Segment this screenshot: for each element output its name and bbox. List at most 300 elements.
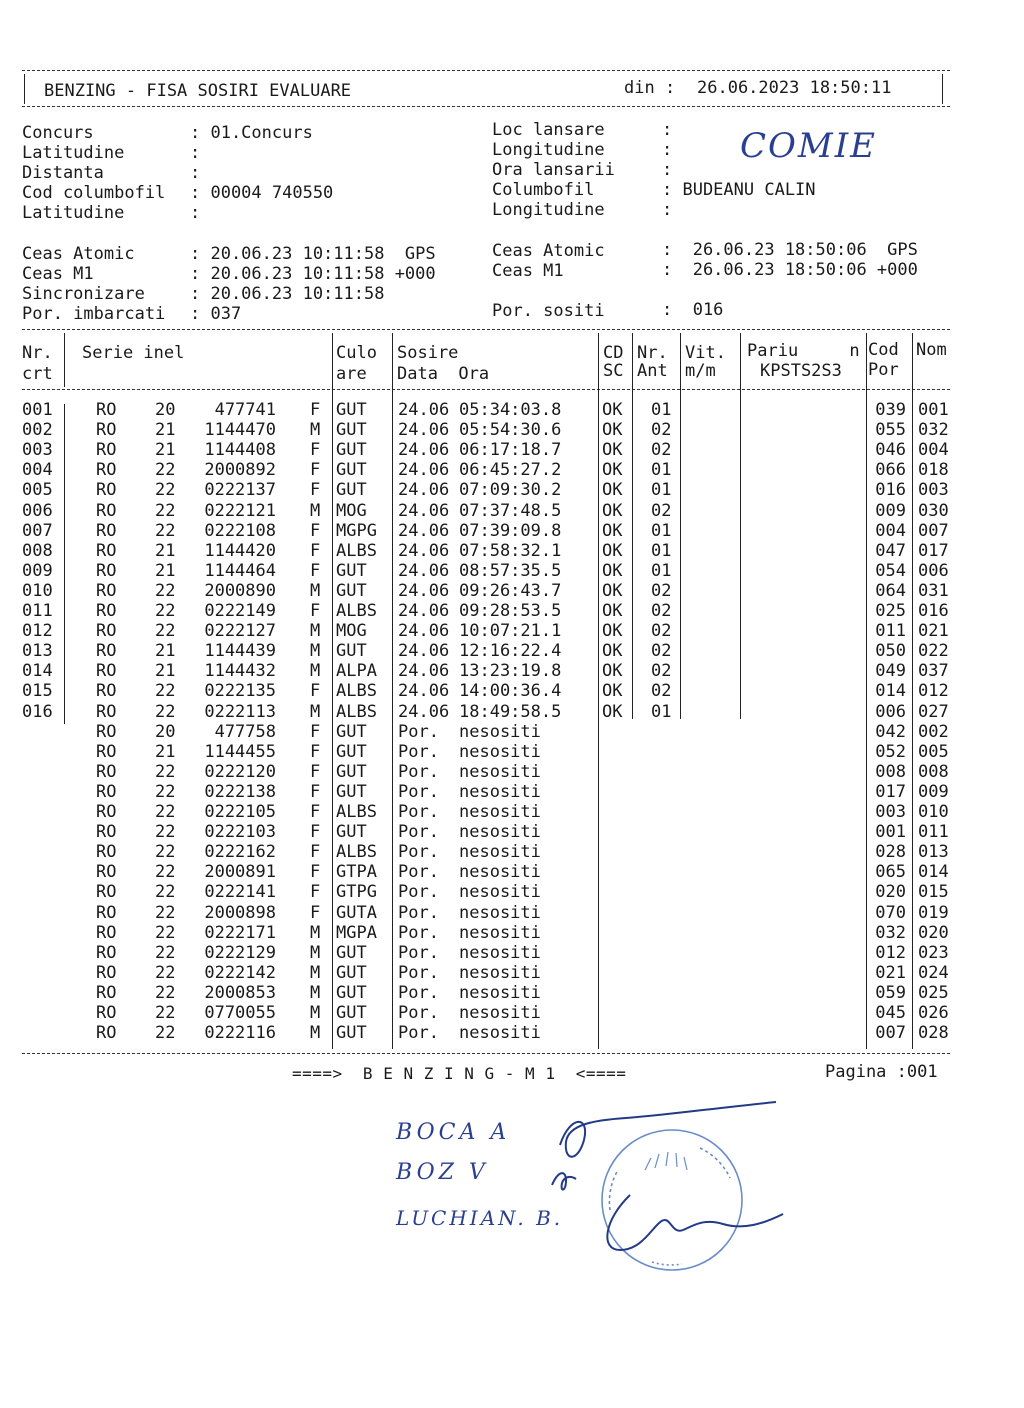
cell-cul: GTPA [336,862,377,883]
cell-cod: 065 [875,862,906,883]
info-value: : [662,160,673,180]
cell-inel: 0222103 [204,822,276,843]
cell-cod: 032 [875,922,906,943]
table-row [0,702,1024,722]
cell-cul: ALBS [336,842,377,863]
table-row [0,521,1024,541]
cell-an: 22 [155,802,176,822]
cell-data: Por. [398,962,439,983]
cell-cod: 052 [875,741,906,762]
info-value: : [662,200,673,220]
cell-nom: 022 [918,641,949,662]
cell-tara: RO [96,882,117,903]
cell-cul: GUT [336,641,367,662]
cell-ora: 07:37:48.5 [459,500,562,521]
cell-sex: M [310,420,321,441]
cell-tara: RO [96,802,117,822]
table-row [0,501,1024,521]
cell-tara: RO [96,540,117,561]
cell-sex: F [310,601,321,621]
cell-cul: GUT [336,1003,367,1023]
cell-cod: 070 [875,902,906,923]
cell-cd: OK [602,601,623,621]
table-row [0,943,1024,963]
col-header-sosire-sub: Data Ora [397,364,490,384]
cell-an: 22 [155,922,176,943]
cell-tara: RO [96,922,117,943]
clock-label: Por. sositi [492,301,605,321]
cell-cod: 014 [875,681,906,702]
cell-tara: RO [96,942,117,963]
col-header-cod-sub: Por [868,360,899,380]
table-row [0,440,1024,460]
cell-sex: F [310,761,321,782]
col-sep [64,333,65,387]
cell-cod: 016 [875,480,906,501]
cell-sex: F [310,741,321,762]
cell-nr: 016 [22,701,53,722]
cell-nom: 024 [918,962,949,983]
cell-sex: M [310,962,321,983]
cell-an: 21 [155,661,176,682]
cell-tara: RO [96,520,117,541]
cell-cul: GUT [336,942,367,963]
cell-inel: 0222137 [204,480,276,501]
cell-cd: OK [602,460,623,481]
cell-inel: 0222108 [204,520,276,541]
cell-tara: RO [96,822,117,843]
cell-sex: F [310,842,321,863]
cell-cod: 059 [875,982,906,1003]
cell-ora: nesositi [459,1003,541,1023]
clock-label: Ceas M1 [492,261,564,281]
cell-ora: 14:00:36.4 [459,681,562,702]
cell-cod: 028 [875,842,906,863]
cell-cod: 003 [875,802,906,822]
cell-inel: 0222162 [204,842,276,863]
cell-cd: OK [602,621,623,642]
cell-an: 22 [155,520,176,541]
table-row [0,742,1024,762]
cell-cd: OK [602,661,623,682]
info-label: Loc lansare [492,120,605,140]
cell-sex: F [310,862,321,883]
clock-label: Ceas Atomic [22,244,135,264]
cell-ora: 05:54:30.6 [459,420,562,441]
cell-ant: 02 [651,681,672,702]
info-value: : [662,140,673,160]
cell-ant: 02 [651,601,672,621]
cell-cul: GTPG [336,882,377,903]
header-top-rule [22,70,950,71]
cell-cul: GUT [336,982,367,1003]
col-header-ant: Nr. [637,343,668,363]
cell-ant: 01 [651,560,672,581]
cell-tara: RO [96,601,117,621]
cell-cul: MGPG [336,520,377,541]
cell-ant: 01 [651,540,672,561]
cell-ora: 06:17:18.7 [459,440,562,461]
table-row [0,641,1024,661]
cell-cul: GUT [336,962,367,983]
cell-ant: 02 [651,440,672,461]
cell-an: 22 [155,701,176,722]
cell-tara: RO [96,982,117,1003]
cell-data: 24.06 [398,580,450,601]
cell-tara: RO [96,420,117,441]
table-row [0,601,1024,621]
cell-nr: 014 [22,661,53,682]
info-label: Cod columbofil [22,183,166,203]
cell-inel: 0222138 [204,781,276,802]
date-label: din : [624,78,676,98]
report-date: 26.06.2023 18:50:11 [697,78,892,98]
clock-value: : 20.06.23 10:11:58 [190,284,385,304]
cell-sex: M [310,500,321,521]
cell-nom: 018 [918,460,949,481]
cell-tara: RO [96,721,117,742]
cell-an: 22 [155,842,176,863]
cell-nr: 015 [22,681,53,702]
cell-inel: 2000890 [204,580,276,601]
info-value: : [662,120,673,140]
col-header-vit-sub: m/m [685,361,716,381]
cell-cul: ALBS [336,601,377,621]
cell-ora: nesositi [459,802,541,822]
cell-cul: GUT [336,741,367,762]
cell-sex: F [310,460,321,481]
table-row [0,561,1024,581]
page-title: BENZING - FISA SOSIRI EVALUARE [44,81,352,101]
cell-ant: 01 [651,460,672,481]
cell-data: 24.06 [398,460,450,481]
cell-nom: 037 [918,661,949,682]
cell-tara: RO [96,661,117,682]
cell-an: 21 [155,741,176,762]
info-label: Latitudine [22,203,125,223]
clock-value: : 26.06.23 18:50:06 +000 [662,260,918,280]
clock-value: : 20.06.23 10:11:58 +000 [190,264,436,284]
cell-cd: OK [602,400,623,420]
table-row [0,681,1024,701]
table-row [0,983,1024,1003]
cell-nom: 002 [918,721,949,742]
cell-nr: 010 [22,580,53,601]
cell-nom: 014 [918,862,949,883]
cell-ora: nesositi [459,922,541,943]
info-label: Columbofil [492,180,595,200]
table-row [0,661,1024,681]
info-label: Distanta [22,163,104,183]
cell-nr: 006 [22,500,53,521]
cell-tara: RO [96,862,117,883]
cell-nom: 016 [918,601,949,621]
cell-inel: 1144470 [204,420,276,441]
cell-cul: GUT [336,400,367,420]
cell-inel: 0222127 [204,621,276,642]
cell-cod: 045 [875,1003,906,1023]
table-row [0,400,1024,420]
table-row [0,460,1024,480]
cell-an: 22 [155,962,176,983]
cell-ant: 02 [651,420,672,441]
cell-nom: 028 [918,1023,949,1044]
cell-an: 22 [155,580,176,601]
cell-cod: 046 [875,440,906,461]
cell-cod: 012 [875,942,906,963]
cell-ora: nesositi [459,882,541,903]
cell-ora: nesositi [459,842,541,863]
cell-ora: nesositi [459,942,541,963]
cell-inel: 0222120 [204,761,276,782]
cell-an: 22 [155,781,176,802]
cell-cod: 001 [875,822,906,843]
cell-cod: 039 [875,400,906,420]
cell-inel: 0222116 [204,1023,276,1044]
cell-sex: M [310,942,321,963]
cell-data: 24.06 [398,420,450,441]
cell-cul: GUT [336,420,367,441]
cell-sex: M [310,1003,321,1023]
cell-data: Por. [398,902,439,923]
cell-cod: 049 [875,661,906,682]
cell-cul: GUT [336,560,367,581]
cell-data: Por. [398,922,439,943]
cell-ant: 01 [651,400,672,420]
cell-cod: 020 [875,882,906,903]
col-header-pariu-sub: KPSTS2S3 [760,361,842,381]
cell-inel: 0222113 [204,701,276,722]
cell-an: 22 [155,982,176,1003]
cell-inel: 2000898 [204,902,276,923]
cell-cul: GUT [336,580,367,601]
cell-sex: M [310,701,321,722]
table-row [0,862,1024,882]
cell-tara: RO [96,400,117,420]
cell-sex: F [310,400,321,420]
cell-cd: OK [602,480,623,501]
cell-cul: ALPA [336,661,377,682]
cell-nr: 009 [22,560,53,581]
cell-an: 22 [155,902,176,923]
cell-an: 21 [155,641,176,662]
cell-data: Por. [398,942,439,963]
cell-nr: 008 [22,540,53,561]
cell-nr: 013 [22,641,53,662]
cell-inel: 477741 [214,400,276,420]
col-header-nr-sub: crt [22,364,53,384]
cell-ora: nesositi [459,721,541,742]
cell-cul: GUTA [336,902,377,923]
cell-tara: RO [96,1023,117,1044]
cell-ora: 13:23:19.8 [459,661,562,682]
table-row [0,903,1024,923]
cell-inel: 2000892 [204,460,276,481]
cell-sex: M [310,982,321,1003]
table-row [0,420,1024,440]
cell-cul: ALBS [336,701,377,722]
cell-an: 22 [155,480,176,501]
cell-cod: 004 [875,520,906,541]
cell-cul: GUT [336,721,367,742]
cell-nom: 010 [918,802,949,822]
cell-cod: 064 [875,580,906,601]
cell-sex: F [310,540,321,561]
cell-an: 22 [155,822,176,843]
cell-cul: MOG [336,621,367,642]
clock-value: : 20.06.23 10:11:58 GPS [190,244,436,264]
cell-ant: 02 [651,621,672,642]
table-row [0,842,1024,862]
cell-inel: 1144455 [204,741,276,762]
cell-an: 22 [155,460,176,481]
col-header-pariu: Pariu n [747,341,860,361]
cell-inel: 2000891 [204,862,276,883]
table-row [0,722,1024,742]
cell-nom: 015 [918,882,949,903]
cell-ora: 07:09:30.2 [459,480,562,501]
info-value: : BUDEANU CALIN [662,180,816,200]
cell-tara: RO [96,500,117,521]
cell-nom: 020 [918,922,949,943]
cell-ora: nesositi [459,962,541,983]
cell-sex: M [310,621,321,642]
cell-cul: GUT [336,822,367,843]
cell-inel: 0222121 [204,500,276,521]
header-right-border [942,74,943,104]
cell-cod: 042 [875,721,906,742]
table-row [0,963,1024,983]
cell-ant: 02 [651,661,672,682]
cell-an: 22 [155,601,176,621]
cell-nom: 026 [918,1003,949,1023]
page-number: Pagina :001 [825,1062,938,1082]
cell-data: Por. [398,802,439,822]
cell-nom: 023 [918,942,949,963]
cell-ora: 05:34:03.8 [459,400,562,420]
cell-inel: 0222149 [204,601,276,621]
cell-data: Por. [398,982,439,1003]
cell-tara: RO [96,902,117,923]
cell-nr: 003 [22,440,53,461]
clock-label: Por. imbarcati [22,304,166,324]
cell-cul: GUT [336,440,367,461]
cell-nr: 004 [22,460,53,481]
cell-nom: 006 [918,560,949,581]
clock-value: : 037 [190,304,242,324]
cell-an: 22 [155,862,176,883]
cell-cd: OK [602,641,623,662]
cell-tara: RO [96,781,117,802]
cell-sex: F [310,802,321,822]
cell-data: 24.06 [398,440,450,461]
cell-data: Por. [398,882,439,903]
cell-cul: ALBS [336,802,377,822]
cell-data: 24.06 [398,500,450,521]
cell-sex: F [310,480,321,501]
cell-cd: OK [602,500,623,521]
cell-inel: 0770055 [204,1003,276,1023]
info-value: : [190,143,201,163]
cell-tara: RO [96,842,117,863]
cell-inel: 0222141 [204,882,276,903]
cell-nr: 005 [22,480,53,501]
cell-data: 24.06 [398,400,450,420]
table-row [0,621,1024,641]
cell-an: 20 [155,400,176,420]
handwritten-name: BOCA A [396,1120,511,1145]
cell-data: 24.06 [398,621,450,642]
info-label: Longitudine [492,200,605,220]
cell-an: 22 [155,882,176,903]
cell-cd: OK [602,580,623,601]
cell-cd: OK [602,420,623,441]
cell-data: 24.06 [398,480,450,501]
cell-inel: 0222135 [204,681,276,702]
cell-ora: 08:57:35.5 [459,560,562,581]
cell-cul: GUT [336,460,367,481]
cell-inel: 0222142 [204,962,276,983]
cell-data: Por. [398,842,439,863]
cell-sex: F [310,781,321,802]
cell-nom: 021 [918,621,949,642]
cell-ora: nesositi [459,761,541,782]
col-header-vit: Vit. [685,343,726,363]
cell-an: 21 [155,420,176,441]
cell-nom: 025 [918,982,949,1003]
cell-sex: M [310,580,321,601]
col-header-cd: CD [603,343,624,363]
cell-tara: RO [96,460,117,481]
cell-cod: 050 [875,641,906,662]
cell-cod: 025 [875,601,906,621]
cell-ant: 01 [651,520,672,541]
cell-data: Por. [398,721,439,742]
cell-cd: OK [602,540,623,561]
cell-nom: 017 [918,540,949,561]
cell-nom: 012 [918,681,949,702]
cell-ant: 01 [651,480,672,501]
cell-data: Por. [398,1023,439,1044]
cell-inel: 1144420 [204,540,276,561]
table-row [0,1023,1024,1043]
cell-data: 24.06 [398,520,450,541]
cell-data: Por. [398,781,439,802]
table-body [0,400,1024,1050]
cell-cul: ALBS [336,540,377,561]
cell-ora: nesositi [459,982,541,1003]
cell-cod: 047 [875,540,906,561]
cell-sex: M [310,661,321,682]
cell-inel: 1144432 [204,661,276,682]
cell-ant: 02 [651,580,672,601]
cell-ora: 12:16:22.4 [459,641,562,662]
cell-nom: 032 [918,420,949,441]
cell-an: 21 [155,540,176,561]
cell-data: 24.06 [398,681,450,702]
cell-an: 22 [155,942,176,963]
table-row [0,1003,1024,1023]
table-top-rule [22,329,950,330]
cell-cd: OK [602,560,623,581]
cell-ora: 07:58:32.1 [459,540,562,561]
col-header-culoare: Culo [336,343,377,363]
cell-data: Por. [398,1003,439,1023]
cell-ora: 10:07:21.1 [459,621,562,642]
cell-inel: 2000853 [204,982,276,1003]
table-row [0,762,1024,782]
cell-cd: OK [602,520,623,541]
